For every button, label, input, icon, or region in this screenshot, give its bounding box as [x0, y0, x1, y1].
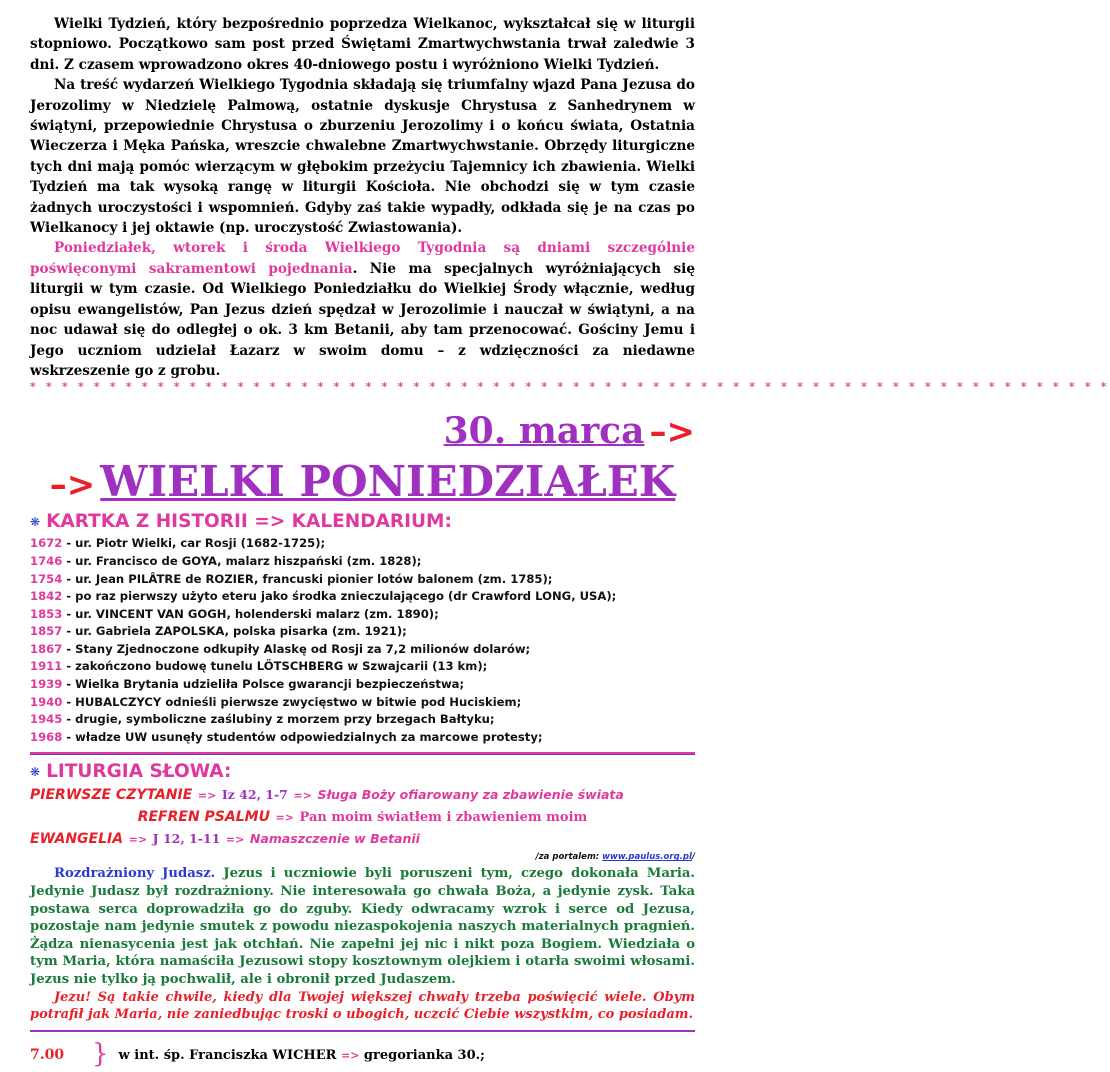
gospel-label: EWANGELIA	[30, 831, 124, 848]
arrow-icon: =>	[197, 789, 217, 803]
calendar-year: 1945	[30, 712, 63, 727]
title-arrow: –>	[49, 465, 96, 506]
calendar-entry	[30, 729, 695, 747]
gospel-desc: Namaszczenie w Betanii	[249, 831, 420, 847]
calendar-text: - władze UW usunęły studentów odpowiedzialnych za marcowe protesty;	[62, 729, 543, 744]
reflection-body: Jezus i uczniowie byli poruszeni tym, czego dokonała Maria. Jedynie Judasz był rozdrażniony. Nie interesowała go chwała Boża, a jedynie zysk. Taka postawa serca doprowadziła go do zguby. Kiedy odwracamy wzrok i serce od Jezusa, pozostaje nam jedynie smutek z powodu niezaspokojenia naszych materialnych pragnień. Żądza nienasycenia jest jak otchłań. Nie zapełni jej nic i nikt poza Bogiem. Wiedziała o tym Maria, która namaściła Jezusowi stopy kosztownym olejkiem i otarła swoimi włosami. Jezus nie tylko ją pochwalił, ale i obronił przed Judaszem.	[30, 866, 696, 987]
gospel-row	[30, 827, 695, 849]
calendar-year: 1754	[30, 571, 63, 586]
flower-bullet-icon: ❋	[30, 765, 41, 780]
calendar-entry	[30, 623, 695, 641]
date-row	[30, 409, 695, 453]
intro-paragraph-3-rest: . Nie ma specjalnych wyróżniających się liturgii w tym czasie. Od Wielkiego Poniedziałku do Wielkiej Środy włącznie, według opisu ewangelistów, Pan Jezus dzień spędzał w Jerozolimie i nauczał w świątyni, a na noc udawał się do odległej o ok. 3 km Betanii, aby tam przenocować. Gościny Jemu i Jego uczniom udzielał Łazarz w swoim domu – z wdzięczności za niedawne wskrzeszenie go z grobu.	[30, 260, 695, 379]
calendar-text: - ur. Francisco de GOYA, malarz hiszpański (zm. 1828);	[62, 553, 422, 568]
calendar-text: - zakończono budowę tunelu LÖTSCHBERG w Szwajcarii (13 km);	[62, 659, 488, 674]
calendar-list	[30, 535, 695, 746]
mass-intention-row	[30, 1038, 695, 1070]
page	[30, 14, 1110, 1070]
intro-highlight: Poniedziałek, wtorek i środa Wielkiego Tygodnia są dniami szczególnie poświęconymi sakramentowi pojednania	[30, 240, 695, 277]
reading1-desc: Sługa Boży ofiarowany za zbawienie świata	[317, 787, 624, 803]
calendar-entry	[30, 694, 695, 712]
arrow-icon: =>	[293, 789, 312, 803]
calendar-text: - Wielka Brytania udzieliła Polsce gwarancji bezpieczeństwa;	[62, 677, 465, 692]
calendar-text: - drugie, symboliczne zaślubiny z morzem przy brzegach Bałtyku;	[62, 712, 495, 727]
gospel-ref: J 12, 1-11	[152, 831, 221, 847]
source-prefix: /za portalem:	[535, 852, 603, 863]
calendar-entry	[30, 676, 695, 694]
calendar-entry	[30, 571, 695, 589]
psalm-row	[30, 805, 695, 827]
calendar-text: - Stany Zjednoczone odkupiły Alaskę od Rosji za 7,2 milionów dolarów;	[62, 641, 531, 656]
prayer-paragraph: Jezu! Są takie chwile, kiedy dla Twojej większej chwały trzeba poświęcić wiele. Obym potrafił jak Maria, nie zaniedbując troski o ubogich, uczcić Ciebie wszystkim, co posiadam.	[30, 989, 695, 1023]
calendar-text: - ur. Gabriela ZAPOLSKA, polska pisarka (zm. 1921);	[62, 624, 407, 639]
calendar-year: 1746	[30, 553, 63, 568]
calendar-year: 1968	[30, 729, 63, 744]
calendar-year: 1940	[30, 694, 63, 709]
calendar-year: 1857	[30, 624, 63, 639]
calendar-entry	[30, 641, 695, 659]
reading1-ref: Iz 42, 1-7	[221, 787, 288, 803]
arrow-icon: =>	[225, 833, 245, 847]
calendar-heading	[30, 511, 695, 533]
calendar-year: 1853	[30, 606, 63, 621]
intro-paragraph-1: Wielki Tydzień, który bezpośrednio poprzedza Wielkanoc, wykształcał się w liturgii stopniowo. Początkowo sam post przed Świętami Zmartwychwstania trwał zaledwie 3 dni. Z czasem wprowadzono okres 40-dniowego postu i wyróżniono Wielki Tydzień.	[30, 16, 695, 73]
source-suffix: /	[691, 852, 695, 863]
source-credit	[30, 851, 695, 863]
calendar-entry	[30, 588, 695, 606]
calendar-entry	[30, 606, 695, 624]
reflection-paragraph	[30, 865, 695, 988]
calendar-entry	[30, 535, 695, 553]
calendar-year: 1842	[30, 589, 63, 604]
calendar-entry	[30, 553, 695, 571]
intro-paragraph-3	[30, 238, 695, 381]
calendar-text: - ur. VINCENT VAN GOGH, holenderski malarz (zm. 1890);	[62, 606, 439, 621]
brace-icon: }	[92, 1038, 109, 1069]
arrow-icon: =>	[128, 833, 148, 847]
mass-name: Franciszka WICHER	[189, 1047, 337, 1063]
arrow-icon: =>	[275, 811, 294, 825]
calendar-entry	[30, 711, 695, 729]
calendar-heading-left: KARTKA Z HISTORII	[46, 511, 248, 533]
calendar-text: - ur. Jean PILÂTRE de ROZIER, francuski pionier lotów balonem (zm. 1785);	[62, 571, 553, 586]
psalm-text: Pan moim światłem i zbawieniem moim	[299, 810, 588, 826]
section-divider	[30, 752, 695, 755]
star-divider: * * * * * * * * * * * * * * * * * * * * * * * * * * * * * * * * * * * * * * * * * * * * * * * * * * * * * * * * * * * * * * * * * * * *	[30, 380, 1110, 394]
mass-suffix: gregorianka 30.;	[359, 1047, 485, 1063]
calendar-heading-separator: =>	[254, 511, 286, 533]
date-heading: 30. marca	[443, 410, 645, 453]
mass-time: 7.00	[30, 1046, 65, 1063]
calendar-entry	[30, 658, 695, 676]
date-arrow: –>	[649, 412, 695, 453]
intro-paragraph-2: Na treść wydarzeń Wielkiego Tygodnia składają się triumfalny wjazd Pana Jezusa do Jerozolimy w Niedzielę Palmową, ostatnie dyskusje Chrystusa z Sanhedrynem w świątyni, przepowiednie Chrystusa o zburzeniu Jerozolimy i o końcu świata, Ostatnia Wieczerza i Męka Pańska, wreszcie chwalebne Zmartwychwstanie. Obrzędy liturgiczne tych dni mają pomóc wierzącym w głębokim przeżyciu Tajemnicy ich zbawienia. Wielki Tydzień ma tak wysoką rangę w liturgii Kościoła. Nie obchodzi się w tym czasie żadnych uroczystości i wspomnień. Gdyby zaś takie wypadły, odkłada się je na czas po Wielkanocy i jej oktawie (np. uroczystość Zwiastowania).	[30, 77, 695, 237]
liturgy-heading	[30, 761, 695, 783]
calendar-heading-right: KALENDARIUM:	[291, 511, 452, 533]
mass-prefix: w int. śp.	[118, 1047, 190, 1063]
flower-bullet-icon: ❋	[30, 515, 41, 530]
reading1-label: PIERWSZE CZYTANIE	[30, 787, 193, 804]
calendar-text: - ur. Piotr Wielki, car Rosji (1682-1725);	[62, 536, 326, 551]
calendar-year: 1911	[30, 659, 63, 674]
calendar-text: - HUBALCZYCY odnieśli pierwsze zwycięstwo w bitwie pod Huciskiem;	[62, 694, 522, 709]
calendar-text: - po raz pierwszy użyto eteru jako środka znieczulającego (dr Crawford LONG, USA);	[62, 589, 617, 604]
day-title: WIELKI PONIEDZIAŁEK	[100, 457, 676, 507]
psalm-label: REFREN PSALMU	[137, 809, 270, 826]
calendar-year: 1867	[30, 641, 63, 656]
arrow-icon: =>	[340, 1048, 360, 1062]
bottom-divider	[30, 1030, 695, 1032]
title-row	[30, 455, 695, 509]
liturgy-heading-text: LITURGIA SŁOWA:	[46, 761, 232, 783]
reflection-lead: Rozdrażniony Judasz.	[54, 866, 216, 882]
reading1-row	[30, 783, 695, 805]
calendar-year: 1672	[30, 536, 63, 551]
source-link[interactable]: www.paulus.org.pl	[602, 852, 692, 863]
calendar-year: 1939	[30, 677, 63, 692]
